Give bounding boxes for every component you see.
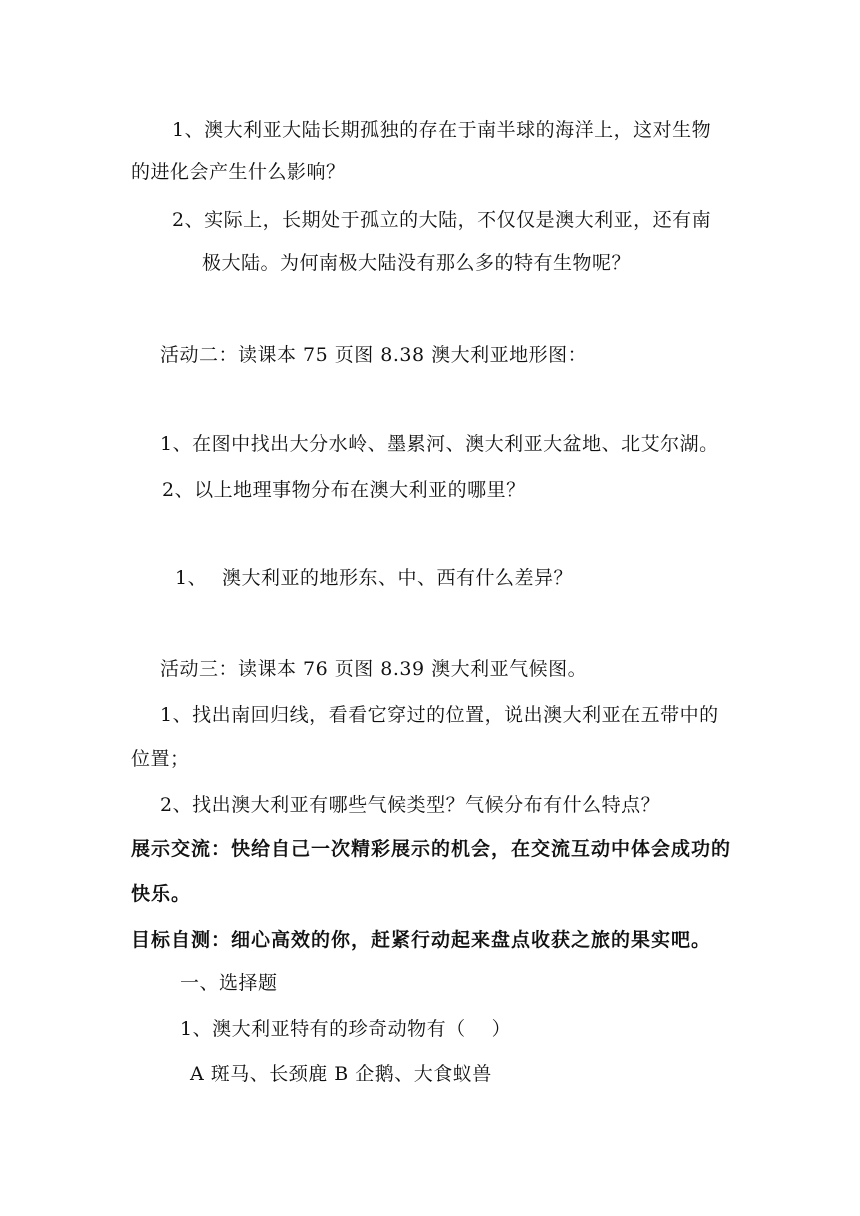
activity3-heading: 活动三：读课本 76 页图 8.39 澳大利亚气候图。 — [160, 658, 588, 680]
activity1-question1-line2: 的进化会产生什么影响？ — [131, 161, 346, 183]
activity3-question1-line2: 位置； — [131, 748, 190, 770]
activity3-question1-line1: 1、找出南回归线，看看它穿过的位置，说出澳大利亚在五带中的 — [160, 704, 719, 726]
activity2-question3: 澳大利亚的地形东、中、西有什么差异？ — [222, 567, 574, 589]
selftest-heading: 目标自测：细心高效的你，赶紧行动起来盘点收获之旅的果实吧。 — [131, 929, 712, 951]
selftest-section-title: 一、选择题 — [180, 972, 278, 994]
activity1-question2-line2: 极大陆。为何南极大陆没有那么多的特有生物呢？ — [202, 252, 632, 274]
selftest-question1-options: A 斑马、长颈鹿 B 企鹅、大食蚁兽 — [190, 1063, 492, 1085]
selftest-question1: 1、澳大利亚特有的珍奇动物有（ ） — [180, 1018, 512, 1040]
activity2-heading: 活动二：读课本 75 页图 8.38 澳大利亚地形图： — [160, 344, 588, 366]
activity2-question1: 1、在图中找出大分水岭、墨累河、澳大利亚大盆地、北艾尔湖。 — [160, 433, 719, 455]
activity3-question2: 2、找出澳大利亚有哪些气候类型？气候分布有什么特点？ — [160, 794, 661, 816]
exchange-line2: 快乐。 — [131, 883, 192, 905]
activity2-question2: 2、以上地理事物分布在澳大利亚的哪里？ — [162, 479, 526, 501]
activity2-question3-number: 1、 — [175, 567, 208, 589]
exchange-line1: 展示交流：快给自己一次精彩展示的机会，在交流互动中体会成功的 — [131, 838, 732, 860]
activity1-question1-line1: 1、澳大利亚大陆长期孤独的存在于南半球的海洋上，这对生物 — [172, 119, 712, 141]
activity1-question2-line1: 2、实际上，长期处于孤立的大陆，不仅仅是澳大利亚，还有南 — [172, 209, 712, 231]
